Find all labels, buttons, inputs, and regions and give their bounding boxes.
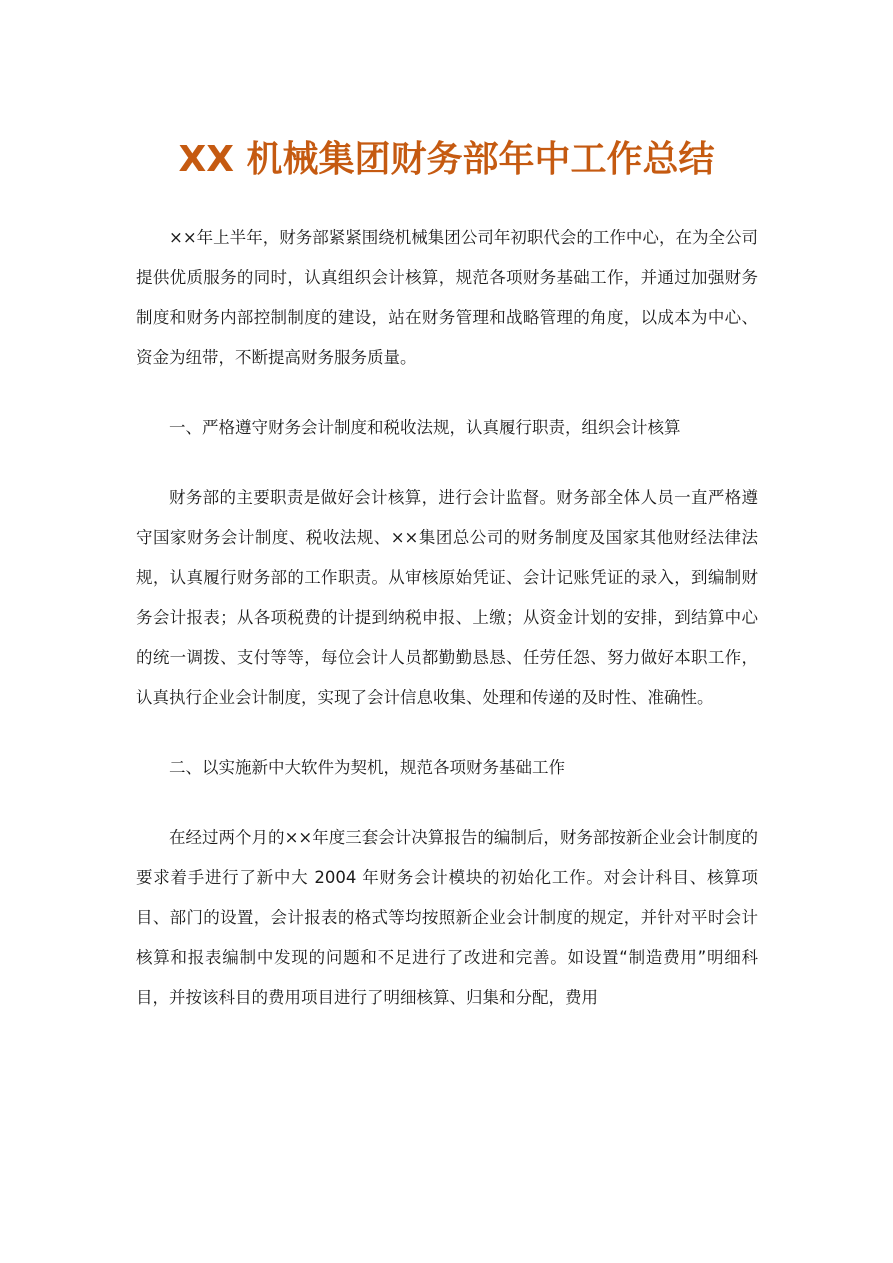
paragraph-spacer xyxy=(136,448,758,478)
paragraph-spacer xyxy=(136,378,758,408)
section-1-paragraph: 财务部的主要职责是做好会计核算，进行会计监督。财务部全体人员一直严格遵守国家财务会计制度、税收法规、××集团总公司的财务制度及国家其他财经法律法规，认真履行财务部的工作职责。从审核原始凭证、会计记账凭证的录入，到编制财务会计报表；从各项税费的计提到纳税申报、上缴；从资金计划的安排，到结算中心的统一调拨、支付等等，每位会计人员都勤勤恳恳、任劳任怨、努力做好本职工作，认真执行企业会计制度，实现了会计信息收集、处理和传递的及时性、准确性。 xyxy=(136,488,758,707)
section-heading-1: 一、严格遵守财务会计制度和税收法规，认真履行职责，组织会计核算 xyxy=(169,418,681,437)
section-2-paragraph: 在经过两个月的××年度三套会计决算报告的编制后，财务部按新企业会计制度的要求着手进行了新中大 2004 年财务会计模块的初始化工作。对会计科目、核算项目、部门的设置，会计报表的格式等均按照新企业会计制度的规定，并针对平时会计核算和报表编制中发现的问题和不足进行了改进和完善。如设置“制造费用”明细科目，并按该科目的费用项目进行了明细核算、归集和分配，费用 xyxy=(136,828,758,1007)
document-body xyxy=(136,218,758,1018)
paragraph-spacer xyxy=(136,788,758,818)
intro-paragraph: ××年上半年，财务部紧紧围绕机械集团公司年初职代会的工作中心，在为全公司提供优质服务的同时，认真组织会计核算，规范各项财务基础工作，并通过加强财务制度和财务内部控制制度的建设，站在财务管理和战略管理的角度，以成本为中心、资金为纽带，不断提高财务服务质量。 xyxy=(136,228,758,367)
section-heading-2: 二、以实施新中大软件为契机，规范各项财务基础工作 xyxy=(169,758,565,777)
document-title: XX 机械集团财务部年中工作总结 xyxy=(178,139,715,180)
paragraph-spacer xyxy=(136,718,758,748)
